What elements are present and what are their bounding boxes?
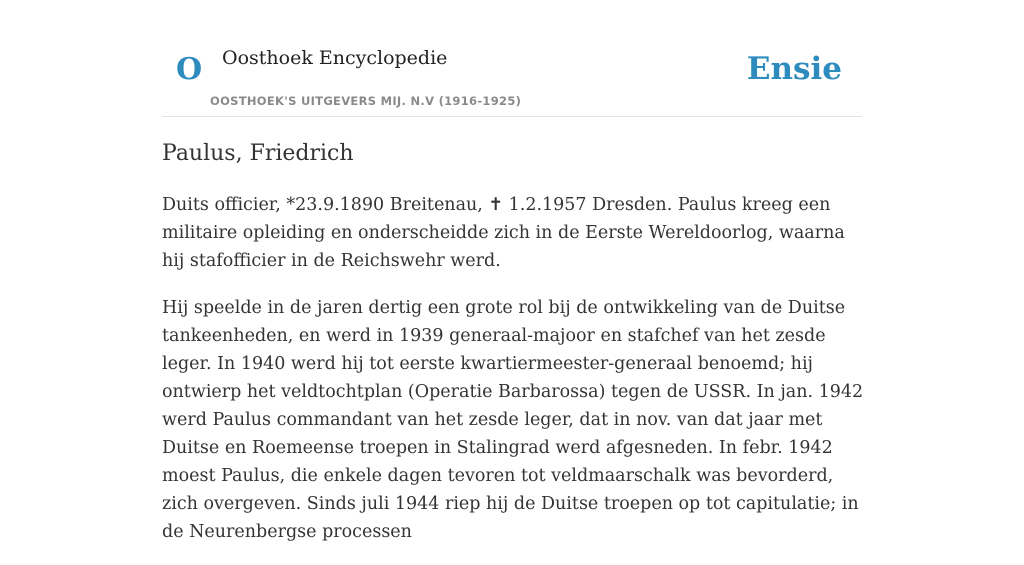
article-title: Paulus, Friedrich bbox=[162, 141, 354, 166]
logo-icon[interactable]: O bbox=[176, 52, 203, 87]
article-paragraph: Hij speelde in de jaren dertig een grote rol bij de ontwikkeling van de Duitse tankeenheden, en werd in 1939 generaal-majoor en stafchef van het zesde leger. In 1940 werd hij tot eerste kwartiermeester-generaal benoemd; hij ontwierp het veldtochtplan (Operatie Barbarossa) tegen de USSR. In jan. 1942 werd Paulus commandant van het zesde leger, dat in nov. van dat jaar met Duitse en Roemeense troepen in Stalingrad werd afgesneden. In febr. 1942 moest Paulus, die enkele dagen tevoren tot veldmaarschalk was bevorderd, zich overgeven. Sinds juli 1944 riep hij de Duitse troepen op tot capitulatie; in de Neurenbergse processen bbox=[162, 298, 864, 542]
publisher-subtitle: OOSTHOEK'S UITGEVERS MIJ. N.V (1916-1925) bbox=[210, 94, 522, 108]
site-header bbox=[162, 0, 862, 117]
brand-logo[interactable]: Ensie bbox=[746, 51, 842, 87]
site-title[interactable]: Oosthoek Encyclopedie bbox=[222, 47, 448, 69]
article-body bbox=[162, 191, 864, 565]
article-paragraph: Duits officier, *23.9.1890 Breitenau, ✝ 1.2.1957 Dresden. Paulus kreeg een militaire opleiding en onderscheidde zich in de Eerste Wereldoorlog, waarna hij stafofficier in de Reichswehr werd. bbox=[162, 195, 845, 271]
